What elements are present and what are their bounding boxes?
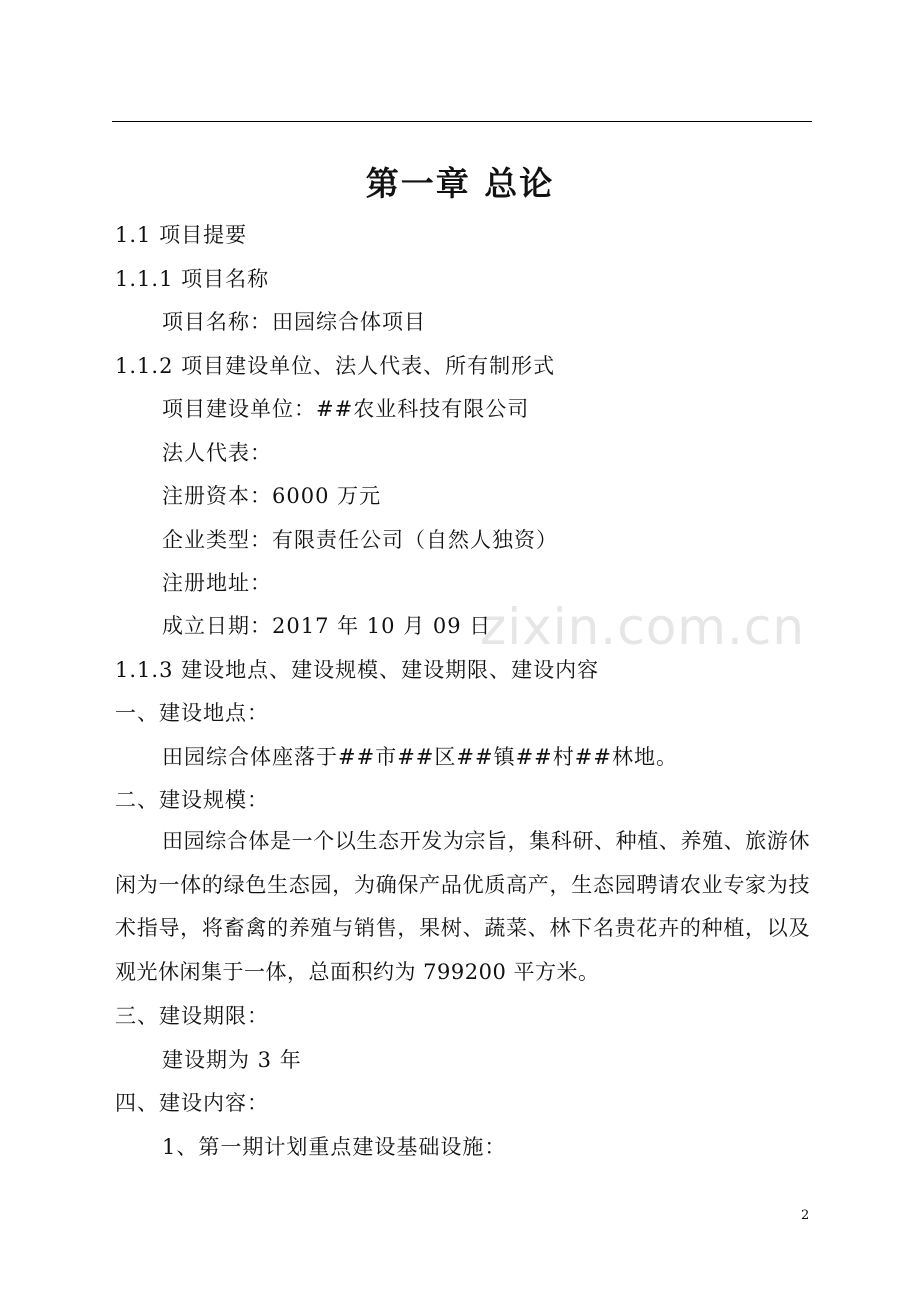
legal-representative: 法人代表：: [162, 441, 272, 465]
scale-heading: 二、建设规模：: [115, 788, 269, 812]
period-heading: 三、建设期限：: [115, 1004, 269, 1028]
section-1-1-3-heading: 1.1.3 建设地点、建设规模、建设期限、建设内容: [115, 658, 600, 682]
company-type: 企业类型：有限责任公司（自然人独资）: [162, 528, 558, 552]
content-item-1: 1、第一期计划重点建设基础设施：: [162, 1135, 507, 1159]
founding-date: 成立日期：2017 年 10 月 09 日: [162, 614, 492, 638]
section-1-1-1-heading: 1.1.1 项目名称: [115, 267, 270, 291]
location-text: 田园综合体座落于##市##区##镇##村##林地。: [162, 745, 678, 769]
registered-capital: 注册资本：6000 万元: [162, 484, 382, 508]
header-rule: [112, 121, 812, 122]
registered-address: 注册地址：: [162, 571, 272, 595]
content-heading: 四、建设内容：: [115, 1091, 269, 1115]
location-heading: 一、建设地点：: [115, 701, 269, 725]
section-1-1-heading: 1.1 项目提要: [115, 223, 248, 247]
period-text: 建设期为 3 年: [162, 1048, 302, 1072]
watermark: zixin.com.cn: [480, 598, 806, 656]
scale-paragraph: 田园综合体是一个以生态开发为宗旨，集科研、种植、养殖、旅游休闲为一体的绿色生态园，为确保产品优质高产，生态园聘请农业专家为技术指导，将畜禽的养殖与销售，果树、蔬菜、林下名贵花卉的种植，以及观光休闲集于一体，总面积约为 799200 平方米。: [115, 829, 810, 984]
chapter-title: 第一章 总论: [365, 164, 555, 203]
project-name: 项目名称：田园综合体项目: [162, 310, 426, 334]
page-number: 2: [801, 1208, 810, 1223]
section-1-1-2-heading: 1.1.2 项目建设单位、法人代表、所有制形式: [115, 354, 556, 378]
builder-unit: 项目建设单位：##农业科技有限公司: [162, 397, 530, 421]
